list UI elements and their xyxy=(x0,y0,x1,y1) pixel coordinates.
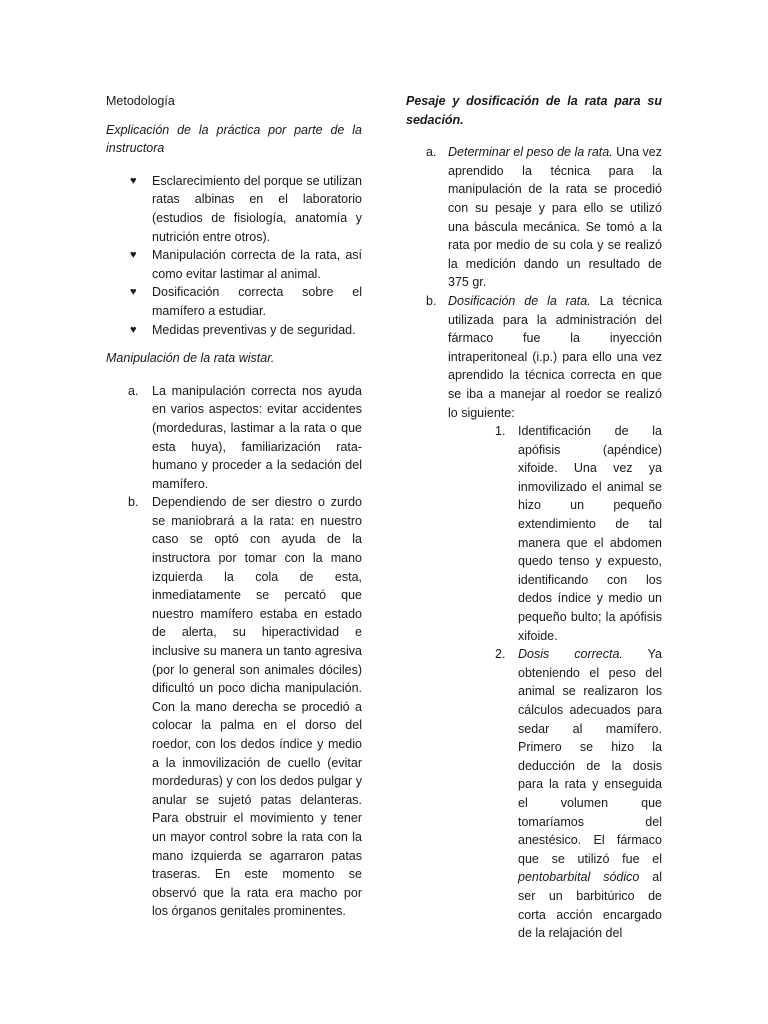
bullet-text: Manipulación correcta de la rata, así como evitar lastimar al animal. xyxy=(152,248,362,281)
heart-icon: ♥ xyxy=(130,174,137,187)
section-handling-title: Manipulación de la rata wistar. xyxy=(106,351,275,366)
bullet-text: Medidas preventivas y de seguridad. xyxy=(152,322,356,337)
heart-icon: ♥ xyxy=(130,286,137,299)
bullet-item xyxy=(106,321,362,340)
methodology-heading: Metodología xyxy=(106,94,175,108)
step-lead: Dosis correcta. xyxy=(518,647,623,662)
item-lead: Determinar el peso de la rata. xyxy=(448,145,613,160)
step-marker: 2. xyxy=(495,647,506,662)
list-marker: a. xyxy=(426,145,437,160)
heart-icon: ♥ xyxy=(130,249,137,262)
bullet-item xyxy=(106,246,362,283)
step-text: Ya obteniendo el peso del animal se realizaron los cálculos adecuados para sedar al mamífero. Primero se hizo la deducción de la dosis para la rata y enseguida el volumen que tomaríamos del anestésico. El fármaco que se utilizó fue el xyxy=(518,647,663,866)
list-item xyxy=(106,493,362,921)
list-item-text: La manipulación correcta nos ayuda en varios aspectos: evitar accidentes (mordeduras, lastimar a la rata o que esta huya), familiarización rata-humano y proceder a la sedación del mamífero. xyxy=(152,383,362,491)
list-marker: b. xyxy=(426,293,437,308)
drug-name: pentobarbital sódico xyxy=(518,870,640,885)
bullet-item xyxy=(106,172,362,246)
procedure-steps-list xyxy=(406,422,662,943)
explanation-bullet-list xyxy=(106,172,362,339)
section-weighing-title: Pesaje y dosificación de la rata para su sedación. xyxy=(406,94,662,127)
left-column xyxy=(106,92,362,921)
step-item xyxy=(406,422,662,645)
bullet-text: Esclarecimiento del porque se utilizan ratas albinas en el laboratorio (estudios de fisiología, anatomía y nutrición entre otros). xyxy=(152,173,362,244)
list-item-text: La técnica utilizada para la administración del fármaco fue la inyección intraperitoneal (i.p.) para ello una vez aprendido la técnica correcta en que se iba a manejar al roedor se realizó lo siguiente: xyxy=(448,293,662,420)
heart-icon: ♥ xyxy=(130,323,137,336)
step-text-continued: al ser un barbitúrico de corta acción encargado de la relajación del xyxy=(518,870,662,941)
list-item xyxy=(106,382,362,494)
list-item-text: Una vez aprendido la técnica para la manipulación de la rata se procedió con su pesaje y para ello se utilizó una báscula mecánica. Se tomó a la rata por medio de su cola y se realizó la medición dando un resultado de 375 gr. xyxy=(448,145,663,290)
bullet-item xyxy=(106,283,362,320)
handling-list xyxy=(106,382,362,921)
list-marker: b. xyxy=(128,495,139,510)
weighing-list xyxy=(406,143,662,422)
list-marker: a. xyxy=(128,383,139,398)
list-item-text: Dependiendo de ser diestro o zurdo se maniobrará a la rata: en nuestro caso se optó con ayuda de la instructora por tomar con la mano izquierda la cola de esta, inmediatamente se percató que nuestro mamífero estaba en estado de alerta, su hiperactividad e inclusive su manera un tanto agresiva (por lo general son animales dóciles) dificultó un poco dicha manipulación. Con la mano derecha se procedió a colocar la palma en el dorso del roedor, con los dedos índice y medio a la inmovilización de cuello (evitar mordeduras) y con los dedos pulgar y anular se sujetó patas delanteras. Para obstruir el movimiento y tener un mayor control sobre la rata con la mano izquierda se agarraron patas traseras. En este momento se observó que la rata era macho por los órganos genitales prominentes. xyxy=(152,495,362,919)
bullet-text: Dosificación correcta sobre el mamífero a estudiar. xyxy=(152,285,362,318)
step-text: Identificación de la apófisis (apéndice) xifoide. Una vez ya inmovilizado el animal se hizo un pequeño extendimiento de tal manera que el abdomen quedo tenso y expuesto, identificando con los dedos índice y medio un pequeño bulto; la apófisis xifoide. xyxy=(518,424,662,643)
list-item xyxy=(406,292,662,422)
step-item xyxy=(406,645,662,943)
item-lead: Dosificación de la rata. xyxy=(448,293,591,308)
section-explanation-title: Explicación de la práctica por parte de la instructora xyxy=(106,122,362,156)
step-marker: 1. xyxy=(495,424,506,439)
list-item xyxy=(406,143,662,292)
right-column xyxy=(406,92,662,943)
